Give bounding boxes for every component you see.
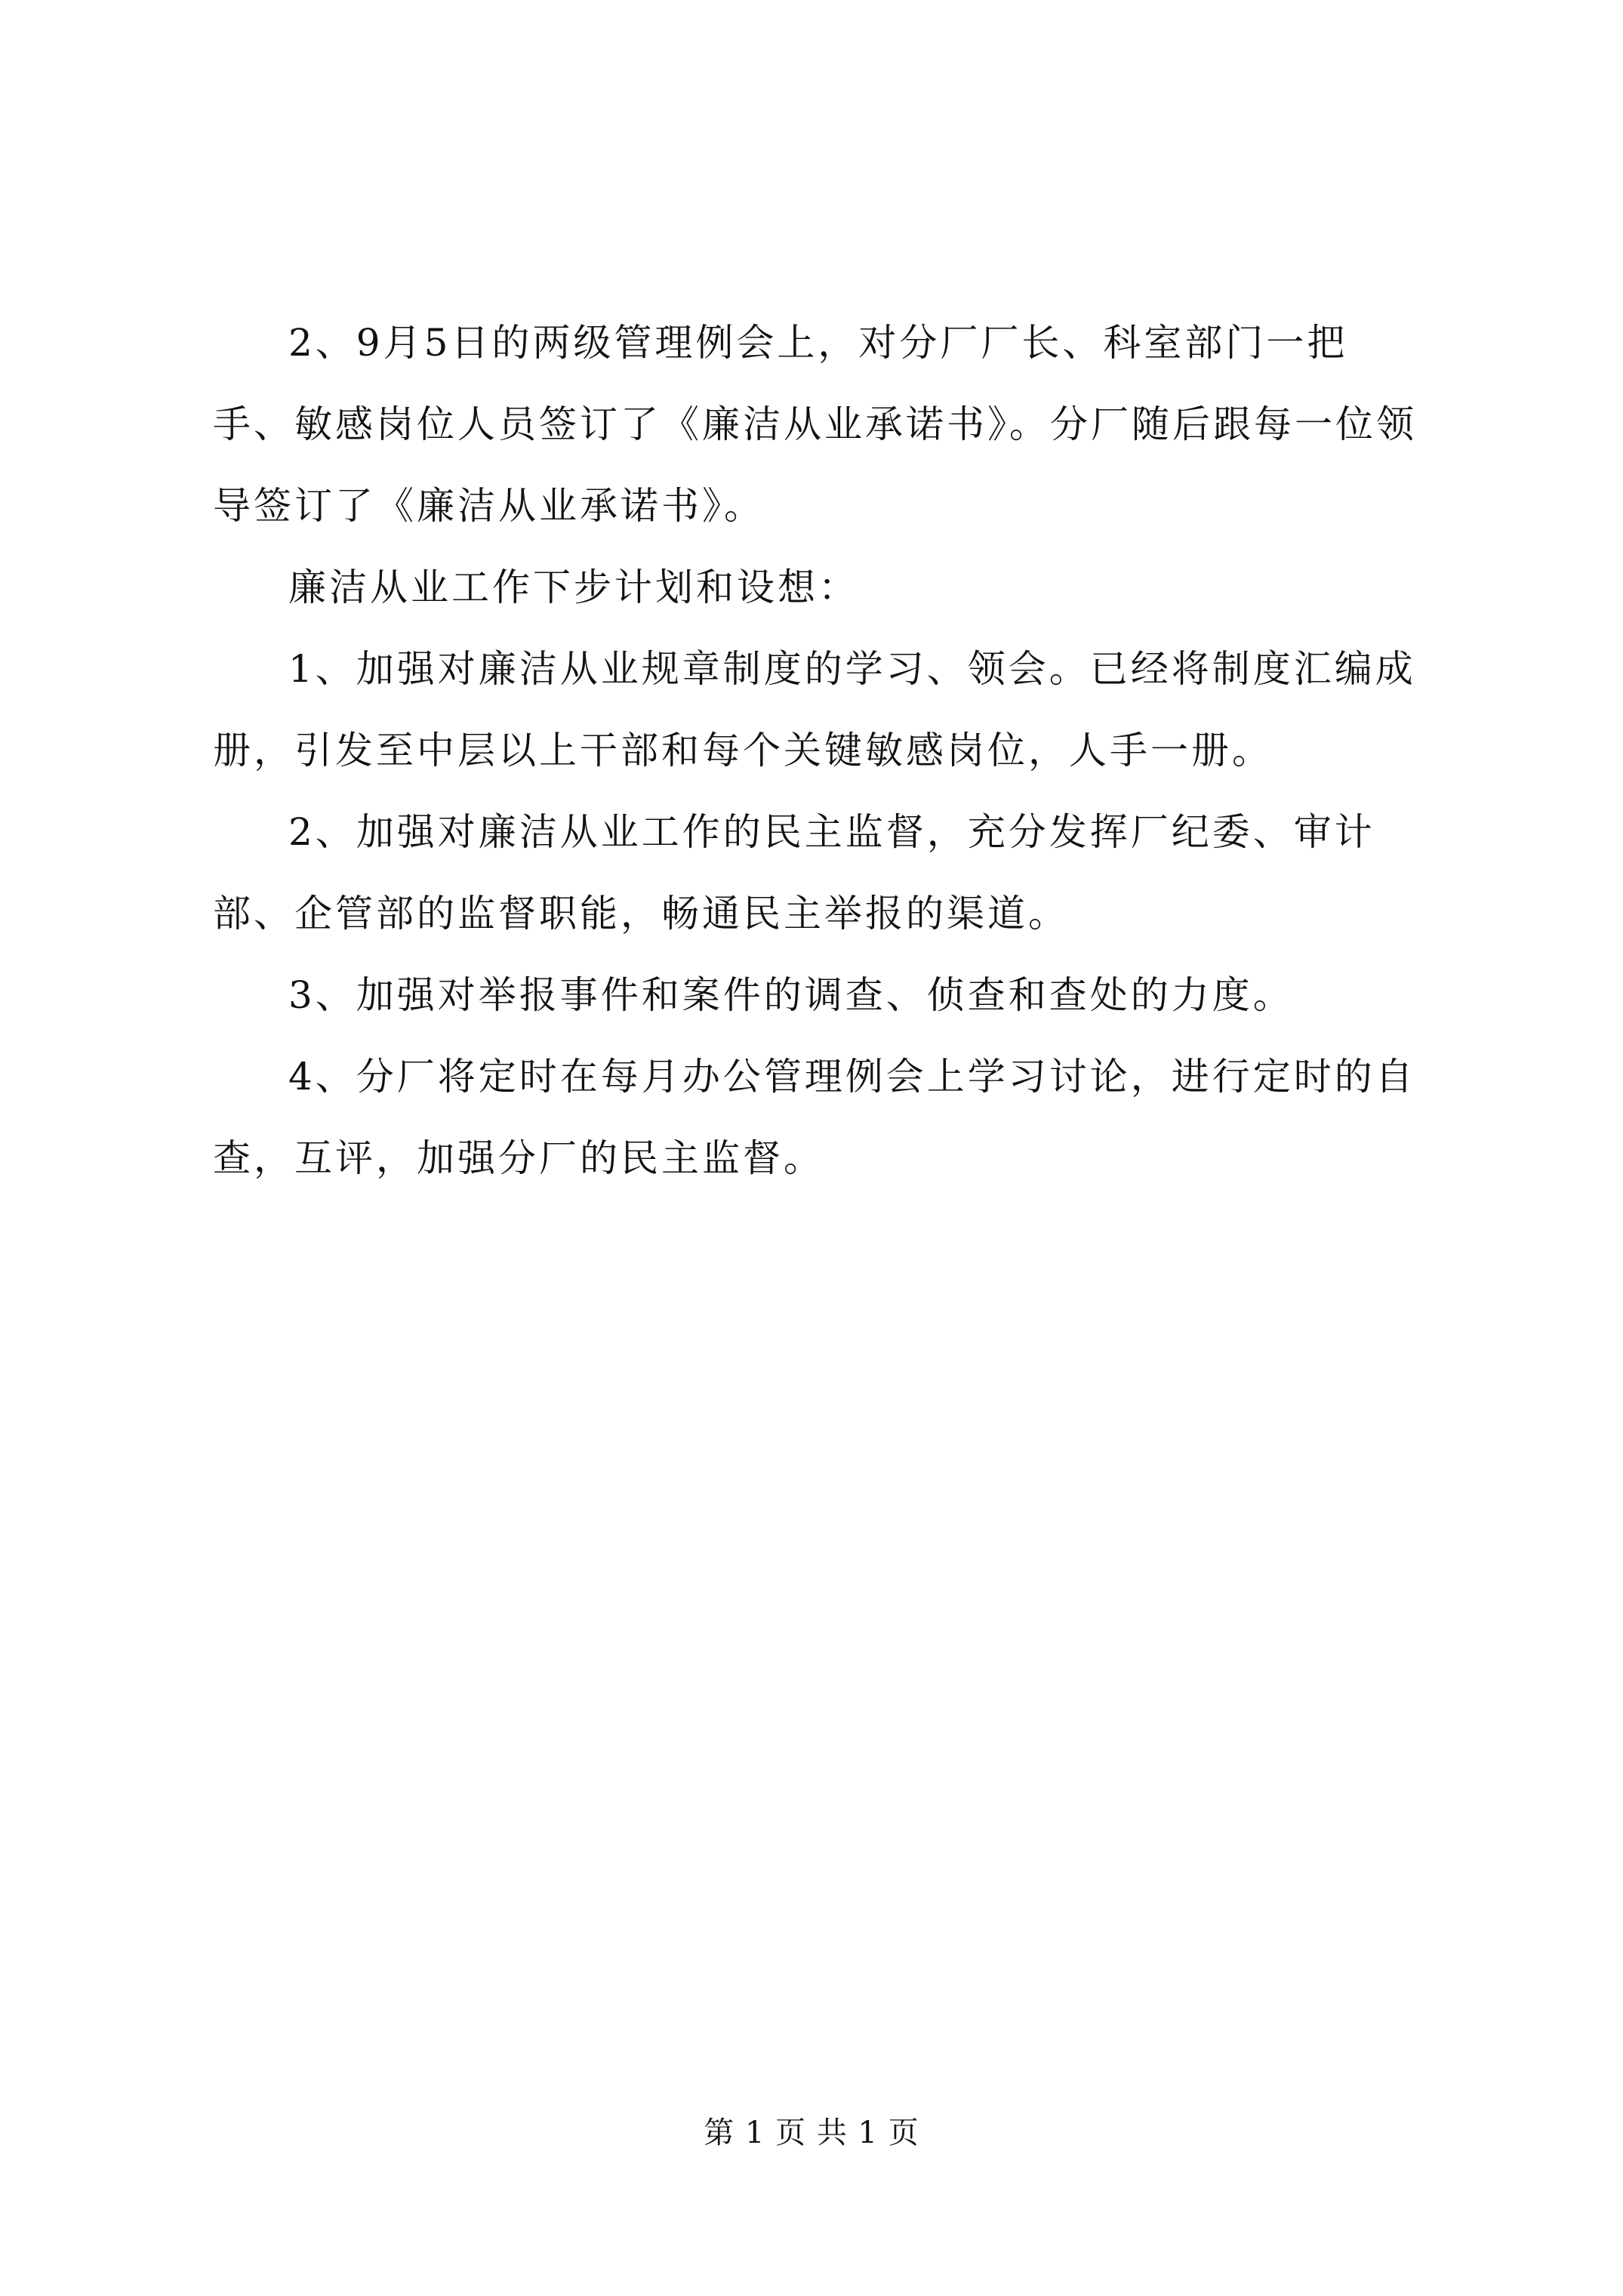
paragraph-plan-item-3: 3、加强对举报事件和案件的调查、侦查和查处的力度。 [288,973,1294,1017]
paragraph-plan-item-4: 4、分厂将定时在每月办公管理例会上学习讨论，进行定时的自查，互评，加强分厂的民主监督。 [213,1055,1416,1180]
paragraph-plan-heading: 廉洁从业工作下步计划和设想： [288,566,859,609]
document-body [213,302,1428,1199]
page-number-footer: 第 1 页 共 1 页 [704,2116,919,2150]
paragraph-plan-item-1: 1、加强对廉洁从业规章制度的学习、领会。已经将制度汇编成册，引发至中层以上干部和每个关键敏感岗位，人手一册。 [213,647,1416,772]
paragraph-meeting-pledge: 2、9月5日的两级管理例会上，对分厂厂长、科室部门一把手、敏感岗位人员签订了《廉洁从业承诺书》。分厂随后跟每一位领导签订了《廉洁从业承诺书》。 [213,321,1417,528]
paragraph-plan-item-2: 2、加强对廉洁从业工作的民主监督，充分发挥厂纪委、审计部、企管部的监督职能，畅通民主举报的渠道。 [213,810,1375,935]
